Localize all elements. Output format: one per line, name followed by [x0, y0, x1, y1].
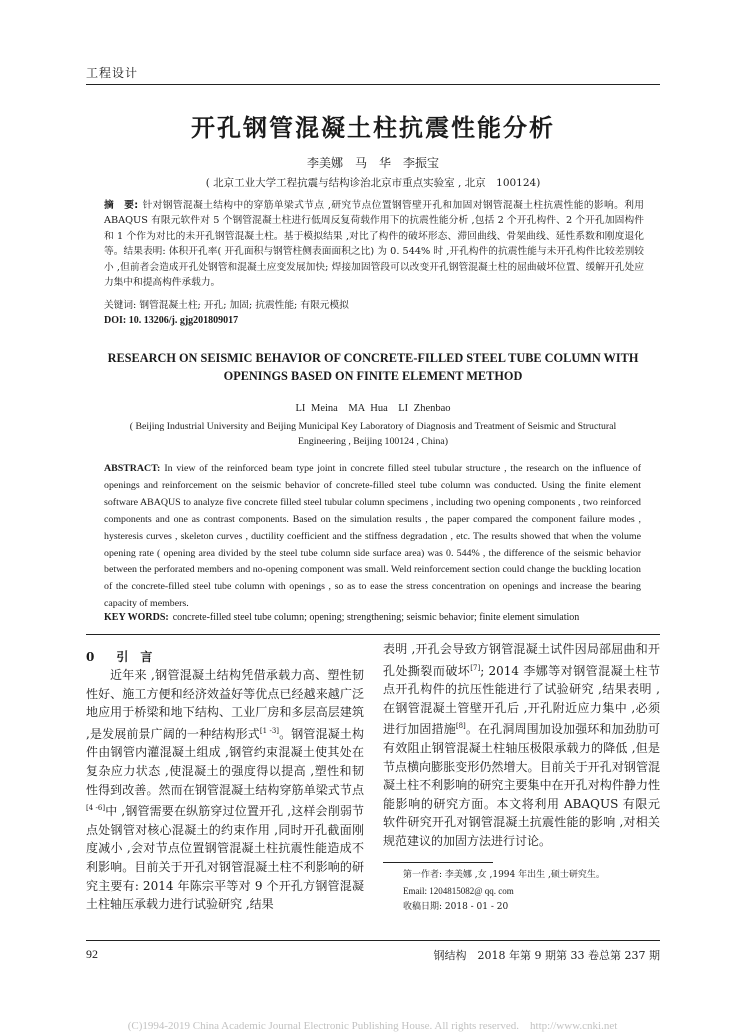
keywords-en-text: concrete-filled steel tube column; opening; strengthening; seismic behavior; finite element simulation	[172, 612, 580, 623]
section-title: 引 言	[116, 650, 153, 664]
doi: DOI: 10. 13206/j. gjg201809017	[104, 315, 239, 326]
section-label: 工程设计	[86, 66, 139, 80]
journal-info: 钢结构 2018 年第 9 期第 33 卷总第 237 期	[433, 949, 660, 962]
abstract-rule	[86, 634, 660, 635]
body-text: 。钢管混凝土构件由钢管内灌混凝土组成 ,钢管约束混凝土使其处在复杂应力状态 ,使混凝土的强度得以提高 ,塑性和韧性得到改善。然而在钢管混凝土结构穿筋单梁式节点	[86, 726, 364, 797]
body-text: 中 ,钢管需要在纵筋穿过位置开孔 ,这样会削弱节点处钢管对核心混凝土的约束作用 ,同时开孔截面刚度减小 ,会对节点位置钢管混凝土柱抗震性能造成不利影响。目前关于开孔对钢管混凝土柱不利影响的研究主要有: 2014 年陈宗平等对 9 个开孔方钢管混凝土柱轴压承载力进行试验研究 ,结果	[86, 804, 364, 912]
body-text: 表明 ,开孔会导致方钢管混凝土试件因局部屈曲和开孔处撕裂而破坏	[383, 642, 660, 678]
abstract-en	[104, 461, 641, 613]
abstract-en-label: ABSTRACT:	[104, 463, 161, 474]
keywords-en-label: KEY WORDS:	[104, 612, 169, 623]
abstract-cn-text: 针对钢管混凝土结构中的穿筋单梁式节点 ,研究节点位置钢管壁开孔和加固对钢管混凝土柱抗震性能的影响。利用 ABAQUS 有限元软件对 5 个钢管混凝土柱进行低周反复荷载作用下的抗震性能分析 ,包括 2 个开孔构件、2 个开孔加固构件和 1 个作为对比的未开孔钢管混凝土柱。基于模拟结果 ,对比了构件的破坏形态、滞回曲线、骨架曲线、延性系数和刚度退化等。结果表明: 体积开孔率( 开孔面积与钢管柱侧表面面积之比) 为 0. 544% 时 ,开孔构件的抗震性能与未开孔构件比较差别较小 ,但前者会造成开孔处钢管和混凝土应变发展加快; 焊接加固管段可以改变开孔钢管混凝土柱的屈曲破坏位置、缓解开孔处应力集中和提高构件承载力。	[104, 200, 644, 289]
abstract-en-text: In view of the reinforced beam type joint in concrete filled steel tubular structure , the research on the influence of openings and reinforcement on the seismic behavior of concrete-filled steel tube column was conducted. Using the finite element software ABAQUS to analyze five concrete filled steel tubular column specimens , including two opening components , two reinforced components and one as contrast components. Based on the simulation results , the paper compared the component failure modes , hysteresis curves , skeleton curves , ductility coefficient and the stiffness degradation , etc. The results showed that when the volume opening rate ( opening area divided by the steel tube column side surface area) was 0. 544% , the difference of the seismic behavior between the perforated members and no-opening component was small. Weld reinforcement section could change the buckling location of the concrete-filled steel tube column with openings , so as to ease the stress concentration on openings and increase the bearing capacity of members.	[104, 463, 641, 610]
footer-rule	[86, 940, 660, 941]
citation: [8]	[455, 722, 466, 731]
page-number: 92	[86, 947, 98, 961]
section-heading-intro	[86, 648, 174, 665]
paper-title-en: RESEARCH ON SEISMIC BEHAVIOR OF CONCRETE-FILLED STEEL TUBE COLUMN WITH OPENINGS BASED ON FINITE ELEMENT METHOD	[107, 351, 639, 383]
section-number: 0	[86, 650, 95, 664]
abstract-cn-label: 摘 要:	[104, 200, 139, 211]
citation: [7]	[470, 663, 481, 672]
body-text: 近年来 ,钢管混凝土结构凭借承载力高、塑性韧性好、施工方便和经济效益好等优点已经越来越广泛地应用于桥梁和地下结构、工业厂房和多层高层建筑 ,是发展前景广阔的一种结构形式	[86, 668, 364, 741]
authors-en: LI Meina MA Hua LI Zhenbao	[295, 403, 451, 414]
body-column-left	[86, 666, 364, 914]
affiliation-en: ( Beijing Industrial University and Beijing Municipal Key Laboratory of Diagnosis and Treatment of Seismic and Structural Engineering , Beijing 100124 , China)	[129, 421, 617, 447]
body-text: ; 2014 李娜等对钢管混凝土柱节点开孔构件的抗压性能进行了试验研究 ,结果表明 ,在钢管混凝土管壁开孔后 ,开孔附近应力集中 ,必须进行加固措施	[383, 663, 660, 737]
paper-title-cn: 开孔钢管混凝土柱抗震性能分析	[191, 113, 555, 142]
footnote-received: 收稿日期: 2018 - 01 - 20	[403, 901, 509, 912]
authors-cn: 李美娜 马 华 李振宝	[306, 156, 439, 170]
keywords-en	[104, 612, 644, 623]
footnote-email: Email: 1204815082@ qq. com	[403, 885, 514, 896]
affiliation-cn: ( 北京工业大学工程抗震与结构诊治北京市重点实验室 , 北京 100124)	[205, 177, 541, 189]
body-column-right	[383, 640, 660, 851]
header-rule	[86, 84, 660, 85]
abstract-cn	[104, 198, 644, 290]
footnote-rule	[383, 862, 493, 863]
citation: [4 -6]	[86, 804, 106, 813]
keywords-cn: 关键词: 钢管混凝土柱; 开孔; 加固; 抗震性能; 有限元模拟	[104, 300, 349, 311]
footnote-author: 第一作者: 李美娜 ,女 ,1994 年出生 ,硕士研究生。	[403, 870, 605, 880]
body-text: 。在孔洞周围加设加强环和加劲肋可有效阻止钢管混凝土柱轴压极限承载力的降低 ,但是节点横向膨胀变形仍然增大。目前关于开孔对钢管混凝土柱不利影响的研究主要集中在开孔对构件静力性能影响的研究方面。本文将利用 ABAQUS 有限元软件研究开孔对钢管混凝土抗震性能的影响 ,对相关规范建议的加固方法进行讨论。	[383, 722, 660, 848]
citation: [1 -3]	[259, 726, 280, 735]
footnote	[403, 868, 661, 915]
copyright-watermark: (C)1994-2019 China Academic Journal Electronic Publishing House. All rights reserved. http://www.cnki.net	[127, 1020, 618, 1032]
